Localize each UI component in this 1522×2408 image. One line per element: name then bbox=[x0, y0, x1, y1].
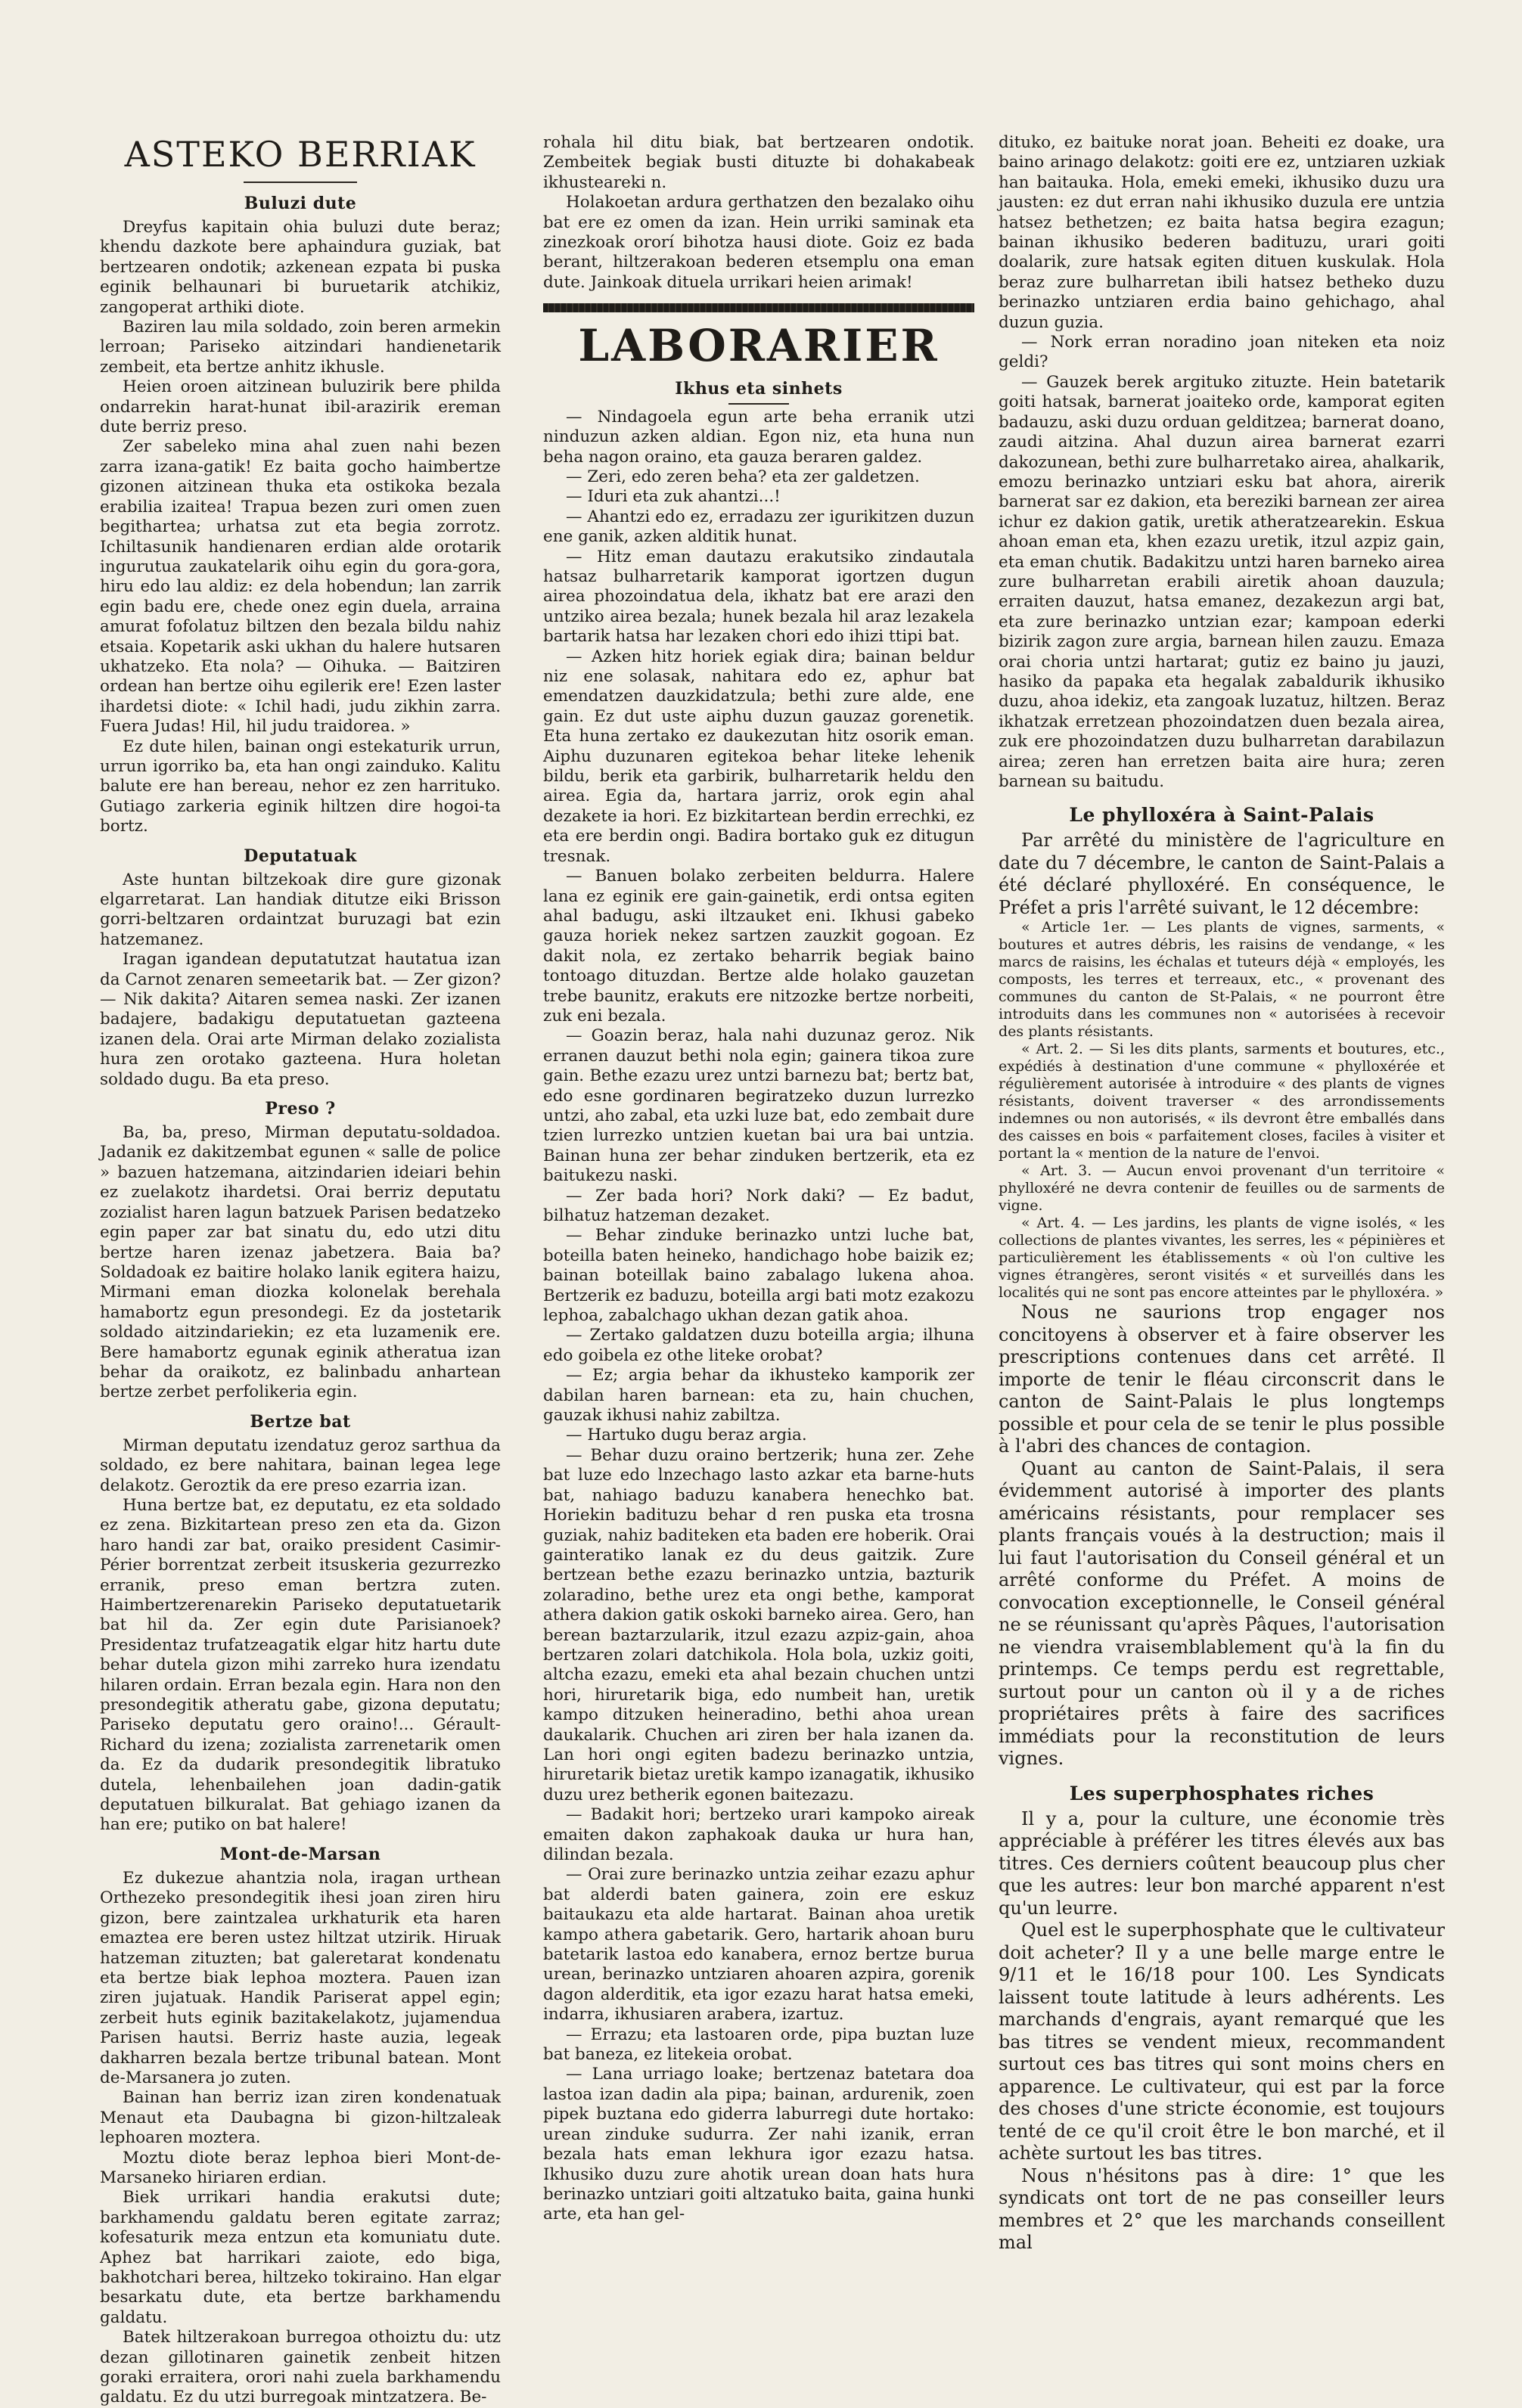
column-right bbox=[999, 133, 1445, 2326]
paragraph: dituko, ez baituke norat joan. Beheiti ez doake, ura baino arinago delakotz: goiti ere ez, untziaren uzkiak han baitauka. Hola, emeki emeki, ikhusiko duzu ura jausten: ez dut erran nahi ikhusiko duzula ere untzia hatsez bethetzen; ez baita hatsa begira ezagun; bainan ikhusiko bederen badituzu, urari goiti doalarik, zure hatsak egiten dituen kuskulak. Hola beraz zure bulharretan ibili hatsez betheko duzu berinazko untziaren erdia baino gehichago, ahal duzun guzia. bbox=[999, 133, 1445, 332]
column-left bbox=[100, 133, 501, 2407]
dialogue-line: — Orai zure berinazko untzia zeihar ezazu aphur bat alderdi baten gainera, zoin ere eskuz baitaukazu eta alde hartarat. Bainan ahoa uretik kampo athera gabetarik. Gero, hartarik ahoan buru batetarik lastoa edo kanabera, ernoz bertze burua urean, berinazko untziaren ahoaren azpira, gorenik dagon alderditik, eta igor ezazu harat hatsa emeki, indarra, ikhusiaren arabera, izartuz. bbox=[543, 1865, 974, 2025]
dialogue-line: — Ahantzi edo ez, erradazu zer igurikitzen duzun ene ganik, azken alditik hunat. bbox=[543, 507, 974, 547]
title-rule bbox=[244, 182, 357, 183]
dialogue-line: — Behar duzu oraino bertzerik; huna zer. Zehe bat luze edo lnzechago lasto azkar eta barne-huts bat, nahiago baduzu kanabera henechko bat. Horiekin badituzu behar d ren puska eta trosna guziak, nahiz baditeken eta baden ere hoberik. Orai gainteratiko lanak ez du deus gaitzik. Zure bertzean bethe ezazu berinazko untzia, bazturik zolaradino, bethe urez eta ongi bethe, kamporat athera dakion gatik oskoki barneko airea. Gero, han berean baztarzularik, itzul ezazu azpiz-gain, ahoa bertzaren zolari datchikola. Hola bola, uzkiz goiti, altcha ezazu, emeki eta ahal bezain chuchen untzi hori, hiruretarik biga, edo numbeit han, uretik kampo ditzuken heineradino, bethi ahoa urean daukalarik. Chuchen ari ziren ber hala izanen da. Lan hori ongi egiten badezu berinazko untzia, hiruretarik bietaz uretik kampo izanagatik, ikhusiko duzu urez betherik egonen baitezazu. bbox=[543, 1445, 974, 1804]
paragraph: Mirman deputatu izendatuz geroz sarthua da soldado, ez bere nahitara, bainan legea lege delakotz. Geroztik da ere preso ezarria izan. bbox=[100, 1435, 501, 1495]
dialogue-line: — Zeri, edo zeren beha? eta zer galdetzen. bbox=[566, 467, 920, 486]
paragraph: Ez dukezue ahantzia nola, iragan urthean Orthezeko presondegitik ihesi joan ziren hiru gizon, bere zaintzalea urkhaturik eta haren emaztea ere beren ustez hiltzat utzirik. Hiruak hatzeman zituzten; bat galeretarat kondenatu eta bertze biak lephoa moztera. Pauen izan ziren jujatuak. Handik Pariserat appel egin; zerbeit huts eginik bazitakelakotz, jujamendua Parisen hautsi. Berriz haste auzia, legeak dakharren bezala bertze tribunal batean. Mont de-Marsanera jo zuten. bbox=[100, 1868, 501, 2087]
paragraph: Biek urrikari handia erakutsi dute; barkhamendu galdatu beren egitate zarraz; kofesaturik meza entzun eta komuniatu dute. Aphez bat harrikari zaiote, edo biga, bakhotchari berea, hiltzeko tokiraino. Han elgar besarkatu dute, eta bertze barkhamendu galdatu. bbox=[100, 2188, 501, 2327]
dialogue-line: — Errazu; eta lastoaren orde, pipa buztan luze bat baneza, ez litekeia orobat. bbox=[543, 2025, 974, 2065]
subheading-ikhus-eta-sinhets: Ikhus eta sinhets bbox=[675, 379, 843, 399]
paragraph: Holakoetan ardura gerthatzen den bezalako oihu bat ere ez omen da izan. Hein urriki saminak eta zinezkoak ororí bihotza hausi diote. Goiz ez bada berant, hiltzerakoan bederen etsemplu ona eman dute. Jainkoak dituela urrikari heien arimak! bbox=[543, 193, 974, 292]
decree-article: « Article 1er. — Les plants de vignes, sarments, « boutures et autres débris, les raisins de vendange, « les marcs de raisins, les échalas et tuteurs déjà « employés, les composts, les terres et terreaux, etc., « provenant des communes du canton de St-Palais, « ne pourront être introduits dans les communes non « autorisées à recevoir des plants résistants. bbox=[999, 919, 1445, 1041]
dialogue-line: — Zertako galdatzen duzu boteilla argia; ilhuna edo goibela ez othe liteke orobat? bbox=[543, 1326, 974, 1365]
paragraph: Nous ne saurions trop engager nos concitoyens à observer et à faire observer les prescriptions contenues dans cet arrêté. Il importe de tenir le fléau circonscrit dans le canton de Saint-Palais le plus longtemps possible et pour cela de se tenir le plus possible à l'abri des chances de contagion. bbox=[999, 1302, 1445, 1457]
dialogue-line: — Zer bada hori? Nork daki? — Ez badut, bilhatuz hatzeman dezaket. bbox=[543, 1186, 974, 1225]
subheading-preso: Preso ? bbox=[265, 1099, 336, 1119]
paragraph: — Gauzek berek argituko zituzte. Hein batetarik goiti hatsak, barnerat joaiteko orde, kamporat egiten badauzu, aski duzu orduan gelditzea; barnerat doano, zaudi aitzina. Ahal duzun airea barnerat ezarri dakozunean, bethi zure bulharretako airea, ahalkarik, emozu berinazko untziari esku bat ahora, airerik barnerat sar ez dakion, eta bereziki barnean zer airea ichur ez dakion gatik, uretik atheratzearekin. Eskua ahoan eman eta, khen ezazu uretik, itzul azpiz gain, eta eman chutik. Badakitzu untzi haren barneko airea zure bulharretan erabili airetik ahoan dauzula; erraiten dauzut, hatsa emanez, dezakezun argi bat, eta zure berinazko untzian ezar; kampoan ederki bizirik zagon zure argia, barnean hilen zauzu. Emaza orai choria untzi hartarat; gutiz ez baino ju jauzi, hasiko da papaka eta hegalak zabaldurik ikhusiko duzu, ahoa idekiz, eta zangoak luzatuz, hiltzen. Beraz ikhatzak erretzean phozoindatzen duen bezala airea, zuk ere phozoindatzen duzu bulharretan darabilazun airea; zeren han erretzen baita aire hura; zeren barnean su baitudu. bbox=[999, 372, 1445, 791]
dialogue-line: — Badakit hori; bertzeko urari kampoko aireak emaiten dakon zaphakoak dauka ur hura han, dilindan bezala. bbox=[543, 1805, 974, 1864]
paragraph: Batek hiltzerakoan burregoa othoiztu du: utz dezan gillotinaren gainetik zenbeit hitzen goraki erraitera, orori nahi zuela barkhamendu galdatu. Ez du utzi burregoak mintzatzera. Be- bbox=[100, 2328, 501, 2407]
paragraph: Huna bertze bat, ez deputatu, ez eta soldado ez zena. Bizkitartean preso zen eta da. Gizon haro handi zar bat, oraiko president Casimir-Périer borrentzat zerbeit itsuskeria gezurrezko erranik, preso eman bertzra zuten. Haimbertzerenarekin Pariseko deputatuetarik bat hil da. Zer egin dute Parisianoek? Presidentaz trufatzeagatik elgar hitz hartu dute behar dutela gizon mihi zarreko hura izendatu hilaren ordain. Erran bezala egin. Hara non den presondegitik atheratu gabe, gizona deputatu; Pariseko deputatu gero oraino!... Gérault-Richard du izena; zozialista zarrenetarik omen da. Ez da dudarik presondegitik libratuko dutela, lehenbailehen joan dadin-gatik deputatuen bilkuralat. Bat gehiago izanen da han ere; putiko on bat halere! bbox=[100, 1495, 501, 1835]
paragraph: Bainan han berriz izan ziren kondenatuak Menaut eta Daubagna bi gizon-hiltzaleak lephoaren moztera. bbox=[100, 2088, 501, 2148]
column-middle bbox=[543, 133, 974, 2326]
dialogue-line: — Lana urriago loake; bertzenaz batetara doa lastoa izan dadin ala pipa; bainan, ardurenik, zoen pipek buztana edo giderra laburregi dute hortako: urean zinduke sudurra. Zer nahi izanik, erran bezala hats eman lekhura igor ezazu hatsa. Ikhusiko duzu zure ahotik urean doan hats hura berinazko untziari goiti altzatuko baita, gaina hunki arte, eta han gel- bbox=[543, 2065, 974, 2224]
paragraph: Par arrêté du ministère de l'agriculture en date du 7 décembre, le canton de Saint-Palais a été déclaré phylloxéré. En conséquence, le Préfet a pris l'arrêté suivant, le 12 décembre: bbox=[999, 830, 1445, 918]
subheading-superphosphates: Les superphosphates riches bbox=[1069, 1782, 1374, 1804]
paragraph: Nous n'hésitons pas à dire: 1° que les syndicats ont tort de ne pas conseiller leurs membres et 2° que les marchands conseillent mal bbox=[999, 2164, 1445, 2254]
dialogue-line: — Banuen bolako zerbeiten beldurra. Halere lana ez eginik ere gain-gainetik, erdi ontsa egiten ahal badugu, aski iltzauket eni. Ikhusi gabeko gauza horiek nekez sartzen zauzkit gogoan. Ez dakit nola, ez zertako beharrik begiak baino tontoago dituzdan. Bertze alde holako gauzetan trebe baunitz, erakuts ere nitzozke bertze norbeiti, zuk eni bezala. bbox=[543, 867, 974, 1026]
dialogue-line: — Iduri eta zuk ahantzi...! bbox=[566, 487, 781, 507]
dialogue-line: — Goazin beraz, hala nahi duzunaz geroz. Nik erranen dauzut bethi nola egin; gainera tikoa zure gain. Bethe ezazu urez untzi barnezu bat; bertz bat, edo esne gordinaren begiratzeko duzun lurrezko untzi, aho zabal, eta uzki luze bat, edo zembait dure tzien lurrezko untzien kuetan bai ura bai untzia. Bainan huna zer behar zinduken bertzerik, eta ez baitukezu naski. bbox=[543, 1026, 974, 1186]
paragraph: Iragan igandean deputatutzat hautatua izan da Carnot zenaren semeetarik bat. — Zer gizon? — Nik dakita? Aitaren semea naski. Zer izanen badajere, badakigu deputatuetan gazteena izanen dela. Orai arte Mirman delako zozialista hura zen orotako gazteena. Hura holetan soldado dugu. Ba eta preso. bbox=[100, 950, 501, 1089]
section-title-asteko-berriak: ASTEKO BERRIAK bbox=[124, 134, 477, 175]
paragraph: Ez dute hilen, bainan ongi estekaturik urrun, urrun igorriko ba, eta han ongi zainduko. Kalitu balute ere han bereau, nehor ez zen harrituko. Gutiago zarkeria eginik hiltzen dire hogoi-ta bortz. bbox=[100, 737, 501, 836]
decree-article: « Art. 2. — Si les dits plants, sarments et boutures, etc., expédiés à destination d'une commune « phylloxérée et régulièrement autorisée à introduire « des plants de vignes résistants, doivent traverser « des arrondissements indemnes ou non autorisés, « ils devront être emballés dans des caisses en bois « parfaitement closes, faciles à visiter et portant la « mention de la nature de l'envoi. bbox=[999, 1041, 1445, 1162]
dialogue-line: — Behar zinduke berinazko untzi luche bat, boteilla baten heineko, handichago hobe baizik ez; bainan boteillak baino zabalago lukena ahoa. Bertzerik ez baduzu, boteilla argi bati motz ezakozu lephoa, zabalchago ukhan dezan gatik ahoa. bbox=[543, 1226, 974, 1326]
paragraph: Quel est le superphosphate que le cultivateur doit acheter? Il y a une belle marge entre le 9/11 et le 16/18 pour 100. Les Syndicats laissent toute latitude à leurs adhérents. Les marchands d'engrais, ayant remarqué que les bas titres se vendent mieux, recommandent surtout ces bas titres qui sont moins chers en apparence. Le cultivateur, qui est par la force des choses d'une stricte économie, est toujours tenté de ce qu'il croit être le bon marché, et il achète surtout les bas titres. bbox=[999, 1919, 1445, 2164]
subheading-bertze-bat: Bertze bat bbox=[250, 1411, 351, 1432]
paragraph: Moztu diote beraz lephoa bieri Mont-de-Marsaneko hiriaren erdian. bbox=[100, 2148, 501, 2187]
section-divider bbox=[543, 303, 974, 312]
paragraph: Baziren lau mila soldado, zoin beren armekin lerroan; Pariseko aitzindari handienetarik zembeit, eta bertze anhitz ikhusle. bbox=[100, 318, 501, 377]
dialogue-line: — Hitz eman dautazu erakutsiko zindautala hatsaz bulharretarik kamporat igortzen dugun airea phozoindatua dela, ikhatz bat ere arazi den untziko airea bezala; hunek bezala hil araz lezakela bartarik hatsa har lezaken chori edo ihizi ttipi bat. bbox=[543, 547, 974, 647]
paragraph: Dreyfus kapitain ohia buluzi dute beraz; khendu dazkote bere aphaindura guziak, bat bertzearen ondotik; azkenean ezpata bi puska eginik belhaunari bi buruetarik atchikiz, zangoperat arthiki diote. bbox=[100, 218, 501, 317]
decree-article: « Art. 4. — Les jardins, les plants de vigne isolés, « les collections de plantes vivantes, les serres, les « pépinières et particulièrement les établissements « où l'on cultive les vignes étrangères, seront visités « et surveillés dans les localités qui ne sont pas encore atteintes par le phylloxéra. » bbox=[999, 1215, 1445, 1302]
subheading-phylloxera: Le phylloxéra à Saint-Palais bbox=[1069, 804, 1374, 827]
subheading-rule bbox=[728, 403, 789, 405]
dialogue-line: — Hartuko dugu beraz argia. bbox=[566, 1426, 807, 1445]
paragraph: Ba, ba, preso, Mirman deputatu-soldadoa. Jadanik ez dakitzembat egunen « salle de police » bazuen hatzemana, aitzindarien ideiari behin ez zuelakotz ihardetsi. Orai berriz deputatu zozialist haren lagun batzuek Parisen bedatzeko egin paper zar bat sinatu du, edo utzi ditu bertze haren izenaz jabetzera. Baia ba? Soldadoak ez baitire holako lanik egitera haizu, Mirmani eman diozka kolonelak berehala hamabortz egun presondegi. Ez da jostetarik soldado aitzindariekin; ez eta luzamenik ere. Bere hamabortz egunak eginik atheratua izan behar da oraikotz, ez balinbadu anhartean bertze zerbet perfolikeria egin. bbox=[100, 1123, 501, 1402]
dialogue-line: — Nindagoela egun arte beha erranik utzi ninduzun azken aldian. Egon niz, eta huna nun beha nagon oraino, eta gauza beraren galdez. bbox=[543, 407, 974, 467]
subheading-mont-de-marsan: Mont-de-Marsan bbox=[219, 1844, 381, 1864]
section-title-laborarier: LABORARIER bbox=[578, 320, 940, 372]
subheading-deputatuak: Deputatuak bbox=[244, 846, 357, 866]
subheading-buluzi-dute: Buluzi dute bbox=[244, 194, 357, 213]
paragraph: Heien oroen aitzinean buluzirik bere philda ondarrekin harat-hunat ibil-arazirik ereman dute berriz preso. bbox=[100, 377, 501, 437]
paragraph: — Nork erran noradino joan niteken eta noiz geldi? bbox=[999, 333, 1445, 372]
paragraph: Aste huntan biltzekoak dire gure gizonak elgarretarat. Lan handiak ditutze eiki Brisson gorri-beltzaren ordaintzat buruzagi bat ezin hatzemanez. bbox=[100, 870, 501, 949]
dialogue-line: — Ez; argia behar da ikhusteko kamporik zer dabilan haren barnean: eta zu, hain chuchen, gauzak ikhusi nahiz zabiltza. bbox=[543, 1366, 974, 1426]
paragraph: Quant au canton de Saint-Palais, il sera évidemment autorisé à importer des plants américains résistants, pour remplacer ses plants français voués à la destruction; mais il lui faut l'autorisation du Conseil général et un arrêté conforme du Préfet. A moins de convocation exceptionnelle, le Conseil général ne se réunissant qu'après Pâques, l'autorisation ne viendra vraisemblablement qu'à la fin du printemps. Ce temps perdu est regrettable, surtout pour un canton où il y a de riches propriétaires prêts à faire des sacrifices immédiats pour la reconstitution de leurs vignes. bbox=[999, 1457, 1445, 1770]
decree-article: « Art. 3. — Aucun envoi provenant d'un territoire « phylloxéré ne devra contenir de feuilles ou de sarments de vigne. bbox=[999, 1162, 1445, 1215]
paragraph: Il y a, pour la culture, une économie très appréciable à préférer les titres élevés aux bas titres. Ces derniers coûtent beaucoup plus cher que les autres: leur bon marché apparent n'est qu'un leurre. bbox=[999, 1808, 1445, 1919]
paragraph: Zer sabeleko mina ahal zuen nahi bezen zarra izana-gatik! Ez baita gocho haimbertze gizonen aitzinean thuka eta ostikoka bezala erabilia izaitea! Trapua bezen zuri omen zuen begithartea; urhatsa zut eta begia zorrotz. Ichiltasunik handienaren erdian alde orotarik ingurutua zaukatelarik oihu egin du gora-gora, hiru edo lau aldiz: ez dela hobendun; lan zarrik egin badu ere, chede onez egin duela, arraina amurat fofolatuz biltzen den bezala bildu nahiz etsaia. Kopetarik aski ukhan du halere hutsaren ukhatzeko. Eta nola? — Oihuka. — Baitziren ordean han bertze oihu egilerik ere! Ezen laster ihardetsi diote: « Ichil hadi, judu zikhin zarra. Fuera Judas! Hil, hil judu traidorea. » bbox=[100, 437, 501, 737]
paragraph: rohala hil ditu biak, bat bertzearen ondotik. Zembeitek begiak busti dituzte bi dohakabeak ikhusteareki n. bbox=[543, 133, 974, 192]
dialogue-line: — Azken hitz horiek egiak dira; bainan beldur niz ene solasak, nahitara edo ez, aphur bat emendatzen dauzkidatzula; bethi zure alde, ene gain. Ez dut uste aiphu duzun gauzaz gorenetik. Eta huna zertako ez daukezutan hitz osorik eman. Aiphu duzunaren egitekoa behar liteke lehenik bildu, berik eta garbirik, bulharretarik heldu den airea. Egia da, hartara jarriz, orok egin ahal dezakete ia hori. Ez bizkitartean berdin errechki, ez eta ere berdin ongi. Badira bortako guk ez ditugun tresnak. bbox=[543, 647, 974, 866]
